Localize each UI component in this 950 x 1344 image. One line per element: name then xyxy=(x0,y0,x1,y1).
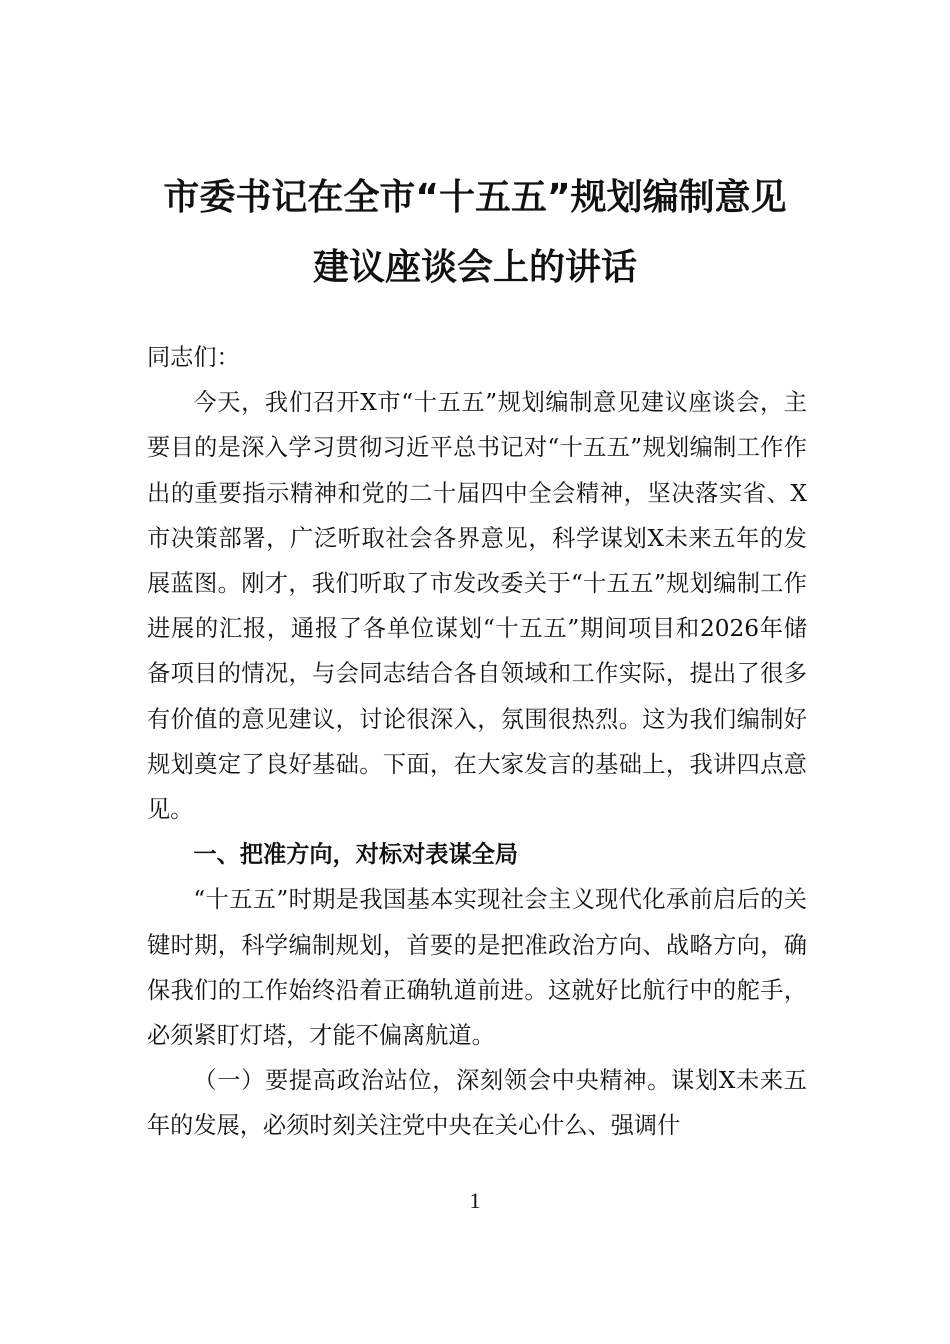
section-1-subparagraph: （一）要提高政治站位，深刻领会中央精神。谋划X未来五年的发展，必须时刻关注党中央在关心什么、强调什 xyxy=(147,1067,807,1140)
title-line-2: 建议座谈会上的讲话 xyxy=(312,247,637,288)
page-number: 1 xyxy=(469,1188,481,1213)
title-line-1: 市委书记在全市“十五五”规划编制意见 xyxy=(163,177,787,218)
document-body xyxy=(147,335,807,1149)
section-heading-1: 一、把准方向，对标对表谋全局 xyxy=(193,841,519,869)
salutation: 同志们： xyxy=(147,344,240,371)
document-title xyxy=(140,163,810,303)
section-1-paragraph: “十五五”时期是我国基本实现社会主义现代化承前启后的关键时期，科学编制规划，首要的是把准政治方向、战略方向，确保我们的工作始终沿着正确轨道前进。这就好比航行中的舵手，必须紧盯灯塔，才能不偏离航道。 xyxy=(147,886,807,1050)
intro-paragraph: 今天，我们召开X市“十五五”规划编制意见建议座谈会，主要目的是深入学习贯彻习近平总书记对“十五五”规划编制工作作出的重要指示精神和党的二十届四中全会精神，坚决落实省、X市决策部署，广泛听取社会各界意见，科学谋划X未来五年的发展蓝图。刚才，我们听取了市发改委关于“十五五”规划编制工作进展的汇报，通报了各单位谋划“十五五”期间项目和2026年储备项目的情况，与会同志结合各自领域和工作实际，提出了很多有价值的意见建议，讨论很深入，氛围很热烈。这为我们编制好规划奠定了良好基础。下面，在大家发言的基础上，我讲四点意见。 xyxy=(147,389,807,824)
